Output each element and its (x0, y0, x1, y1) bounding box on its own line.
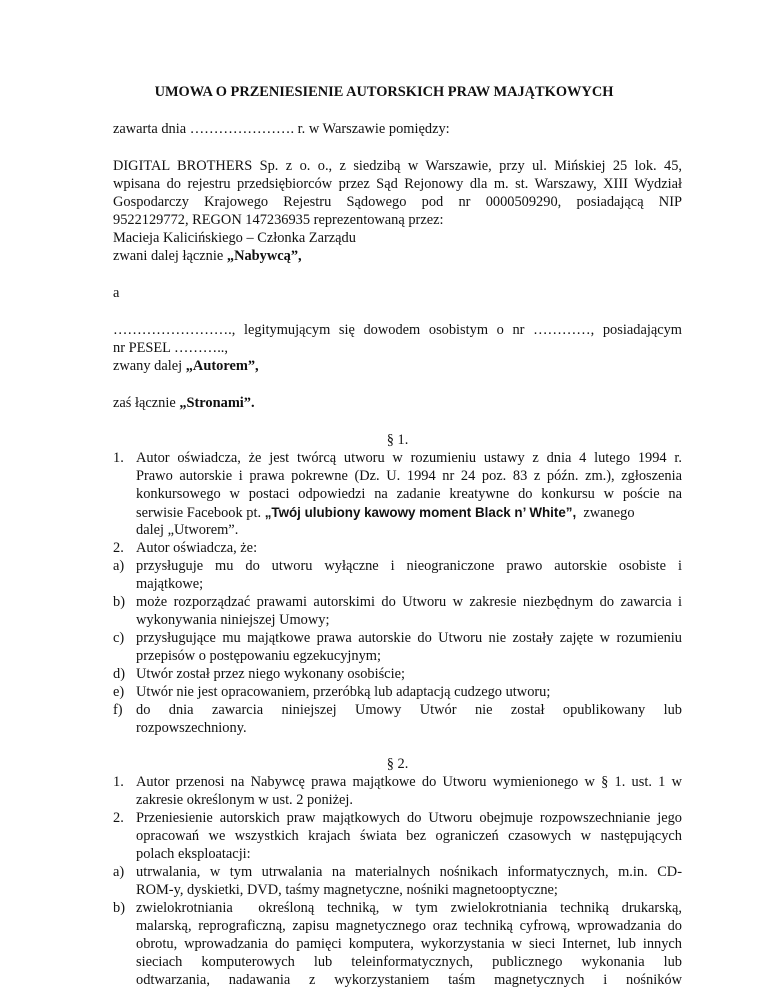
intro-line: zawarta dnia …………………. r. w Warszawie pomiędzy: (113, 121, 450, 137)
subpoint-letter: a) (113, 558, 125, 574)
section1-subpoint-b (113, 594, 682, 630)
subpoint-line: do dnia zawarcia niniejszej Umowy Utwór nie został opublikowany lub (136, 702, 682, 718)
subpoint-line: majątkowe; (136, 576, 204, 592)
point-number: 1. (113, 774, 124, 790)
party1-line2: wpisana do rejestru przedsiębiorców przez Sąd Rejonowy dla m. st. Warszawy, XIII Wydział (113, 176, 682, 192)
point-line: dalej „Utworem”. (136, 522, 239, 538)
contest-post-title: „Twój ulubiony kawowy moment Black n’ White”, (264, 505, 577, 520)
point-line: Przeniesienie autorskich praw majątkowych do Utworu obejmuje rozpowszechnianie jego (136, 810, 682, 826)
parties-together-line (113, 395, 682, 413)
party2-designation-prefix: zwany dalej (113, 358, 186, 374)
party1-designation-name: „Nabywcą”, (226, 248, 302, 264)
subpoint-line: malarską, reprograficzną, zapisu magnetycznego oraz techniką cyfrową, wprowadzania do (136, 918, 682, 934)
point-line: polach eksploatacji: (136, 846, 251, 862)
subpoint-letter: b) (113, 594, 125, 610)
section1-subpoint-a (113, 558, 682, 594)
point-line-suffix: zwanego (576, 505, 635, 521)
subpoint-line: zwielokrotniania określoną techniką, w tym zwielokrotniania techniką drukarską, (136, 900, 682, 916)
party2-designation (113, 358, 682, 376)
point-number: 2. (113, 810, 124, 826)
party1-line4: 9522129772, REGON 147236935 reprezentowaną przez: (113, 212, 444, 228)
party1-line1: DIGITAL BROTHERS Sp. z o. o., z siedzibą w Warszawie, przy ul. Mińskiej 25 lok. 45, (113, 158, 682, 174)
section1-point1 (113, 450, 682, 540)
and-line: a (113, 285, 120, 301)
party1-designation (113, 248, 682, 266)
point-number: 2. (113, 540, 124, 556)
subpoint-line: odtwarzania, nadawania z wykorzystaniem taśm magnetycznych i nośników (136, 972, 682, 988)
subpoint-letter: e) (113, 684, 125, 700)
party1-line3: Gospodarczy Krajowego Rejestru Sądowego pod nr 0000509290, posiadającą NIP (113, 194, 682, 210)
subpoint-line: sieciach komputerowych lub teleinformatycznych, publicznego wykonania lub (136, 954, 682, 970)
party1-line5: Macieja Kalicińskiego – Członka Zarządu (113, 230, 356, 246)
point-line-prefix: serwisie Facebook pt. (136, 505, 265, 521)
section2-subpoint-b (113, 900, 682, 990)
section1-heading: § 1. (386, 432, 409, 448)
point-number: 1. (113, 450, 124, 466)
point-line: Autor przenosi na Nabywcę prawa majątkowe do Utworu wymienionego w § 1. ust. 1 w (136, 774, 682, 790)
section1-subpoint-f (113, 702, 682, 738)
section2-subpoint-a (113, 864, 682, 900)
subpoint-letter: f) (113, 702, 123, 718)
subpoint-line: Utwór został przez niego wykonany osobiście; (136, 666, 405, 682)
party2-line2: nr PESEL ……….., (113, 340, 228, 356)
parties-together-prefix: zaś łącznie (113, 395, 180, 411)
point-line: Autor oświadcza, że: (136, 540, 258, 556)
subpoint-letter: a) (113, 864, 125, 880)
subpoint-line: przysługuje mu do utworu wyłączne i nieograniczone prawo autorskie osobiste i (136, 558, 682, 574)
point-line: Prawo autorskie i prawa pokrewne (Dz. U. 1994 nr 24 poz. 83 z późn. zm.), zgłoszenia (136, 468, 682, 484)
subpoint-line: Utwór nie jest opracowaniem, przeróbką lub adaptacją cudzego utworu; (136, 684, 551, 700)
party1-designation-prefix: zwani dalej łącznie (113, 248, 227, 264)
subpoint-line: przepisów o postępowaniu egzekucyjnym; (136, 648, 381, 664)
subpoint-letter: d) (113, 666, 125, 682)
section1-subpoint-e (113, 684, 682, 702)
parties-together-name: „Stronami”. (179, 395, 255, 411)
party2-line1: ……………………., legitymującym się dowodem osobistym o nr …………, posiadającym (113, 322, 682, 338)
document-title: UMOWA O PRZENIESIENIE AUTORSKICH PRAW MAJĄTKOWYCH (154, 84, 614, 100)
section1-subpoint-c (113, 630, 682, 666)
subpoint-line: może rozporządzać prawami autorskimi do Utworu w zakresie niezbędnym do zawarcia i (136, 594, 682, 610)
subpoint-line: rozpowszechniony. (136, 720, 247, 736)
subpoint-line: wykonywania niniejszej Umowy; (136, 612, 330, 628)
party2-designation-name: „Autorem”, (185, 358, 259, 374)
section1-point2 (113, 540, 682, 558)
subpoint-letter: c) (113, 630, 125, 646)
subpoint-line: ROM-y, dyskietki, DVD, taśmy magnetyczne, nośniki magnetooptyczne; (136, 882, 558, 898)
subpoint-letter: b) (113, 900, 125, 916)
section2-point1 (113, 774, 682, 810)
section2-point2 (113, 810, 682, 864)
section2-heading: § 2. (386, 756, 409, 772)
section1-subpoint-d (113, 666, 682, 684)
subpoint-line: obrotu, wprowadzania do pamięci komputera, wykorzystania w sieci Internet, lub innych (136, 936, 682, 952)
point-line: opracowań we wszystkich krajach świata bez ograniczeń czasowych w następujących (136, 828, 682, 844)
point-line: konkursowego w postaci odpowiedzi na zadanie kreatywne do konkursu w poście na (136, 486, 682, 502)
point-line: zakresie określonym w ust. 2 poniżej. (136, 792, 354, 808)
subpoint-line: przysługujące mu majątkowe prawa autorskie do Utworu nie zostały zajęte w rozumieniu (136, 630, 682, 646)
point-line (136, 504, 682, 523)
point-line: Autor oświadcza, że jest twórcą utworu w rozumieniu ustawy z dnia 4 lutego 1994 r. (136, 450, 682, 466)
subpoint-line: utrwalania, w tym utrwalania na materialnych nośnikach informatycznych, m.in. CD- (136, 864, 682, 880)
